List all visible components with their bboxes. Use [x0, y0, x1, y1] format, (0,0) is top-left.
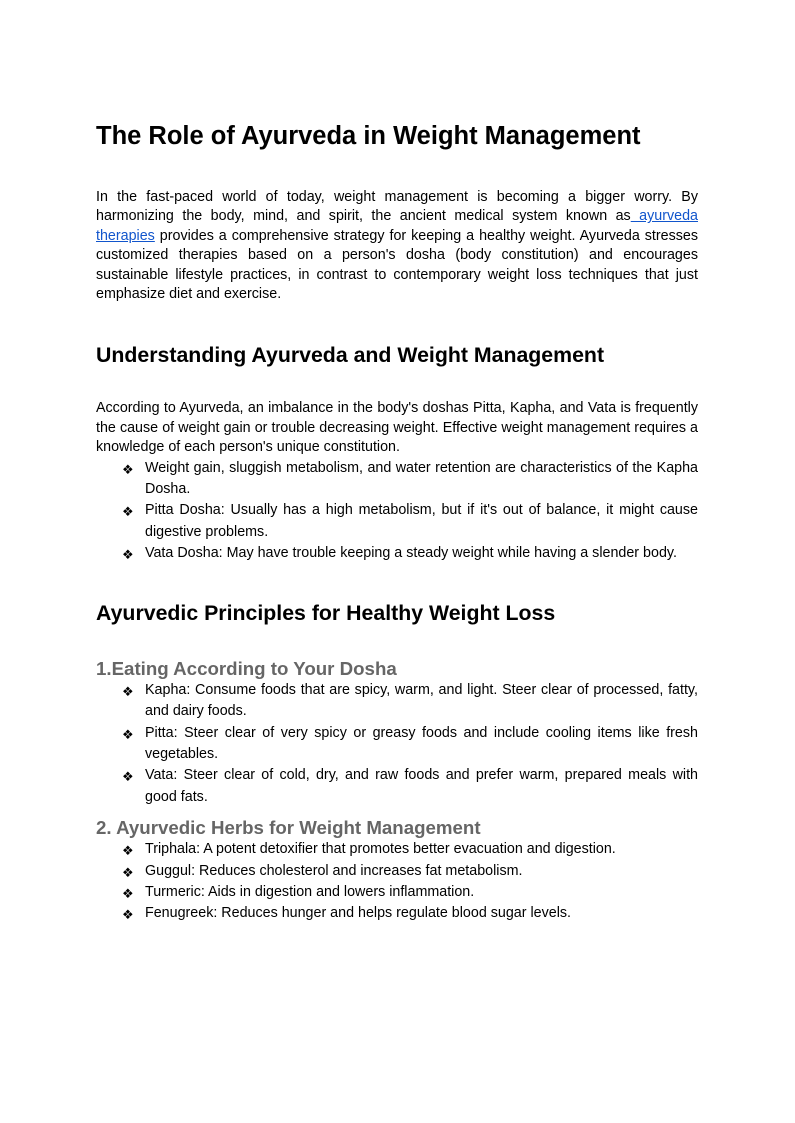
ayurveda-therapies-link[interactable]: ayurveda therapies: [96, 208, 698, 244]
understanding-paragraph: According to Ayurveda, an imbalance in the body's doshas Pitta, Kapha, and Vata is frequently the cause of weight gain or trouble decreasing weight. Effective weight management requires a knowledge of each person's unique constitution.: [96, 400, 698, 456]
diamond-bullet-icon: ❖: [122, 843, 134, 859]
section-heading-understanding: Understanding Ayurveda and Weight Management: [96, 343, 605, 368]
list-item: [96, 543, 698, 564]
list-item-text: Kapha: Consume foods that are spicy, warm, and light. Steer clear of processed, fatty, and dairy foods.: [145, 681, 698, 720]
list-item: [96, 723, 698, 766]
list-item-text: Weight gain, sluggish metabolism, and water retention are characteristics of the Kapha Dosha.: [145, 459, 698, 498]
list-item: [96, 839, 698, 860]
diamond-bullet-icon: ❖: [122, 683, 134, 699]
list-item-text: Guggul: Reduces cholesterol and increases fat metabolism.: [145, 862, 523, 879]
diamond-bullet-icon: ❖: [122, 885, 134, 901]
list-item: [96, 458, 698, 501]
list-item: [96, 882, 698, 903]
herbs-list: [96, 839, 698, 925]
diamond-bullet-icon: ❖: [122, 769, 134, 785]
subsection-heading-herbs: 2. Ayurvedic Herbs for Weight Management: [96, 817, 481, 839]
list-item-text: Pitta: Steer clear of very spicy or greasy foods and include cooling items like fresh vegetables.: [145, 724, 698, 762]
diamond-bullet-icon: ❖: [122, 504, 134, 520]
list-item: [96, 861, 698, 882]
document-title: The Role of Ayurveda in Weight Management: [96, 122, 641, 150]
list-item: [96, 500, 698, 543]
intro-text-before-link: In the fast-paced world of today, weight management is becoming a bigger worry. By harmonizing the body, mind, and spirit, the ancient medical system known as: [96, 189, 698, 225]
intro-text-after-link: provides a comprehensive strategy for keeping a healthy weight. Ayurveda stresses customized therapies based on a person's dosha (body constitution) and encourages sustainable lifestyle practices, in contrast to contemporary weight loss techniques that just emphasize diet and exercise.: [96, 227, 698, 303]
list-item-text: Fenugreek: Reduces hunger and helps regulate blood sugar levels.: [145, 905, 572, 922]
list-item-text: Triphala: A potent detoxifier that promotes better evacuation and digestion.: [145, 841, 616, 858]
list-item-text: Pitta Dosha: Usually has a high metabolism, but if it's out of balance, it might cause digestive problems.: [145, 502, 698, 540]
diamond-bullet-icon: ❖: [122, 461, 134, 477]
section-heading-principles: Ayurvedic Principles for Healthy Weight Loss: [96, 600, 556, 625]
list-item-text: Turmeric: Aids in digestion and lowers inflammation.: [145, 883, 475, 900]
dosha-eating-list: [96, 680, 698, 808]
diamond-bullet-icon: ❖: [122, 547, 134, 563]
list-item-text: Vata Dosha: May have trouble keeping a steady weight while having a slender body.: [145, 545, 677, 562]
diamond-bullet-icon: ❖: [122, 907, 134, 923]
list-item: [96, 680, 698, 723]
list-item-text: Vata: Steer clear of cold, dry, and raw foods and prefer warm, prepared meals with good fats.: [145, 767, 698, 805]
subsection-heading-dosha-eating: 1.Eating According to Your Dosha: [96, 657, 397, 679]
list-item: [96, 765, 698, 808]
list-item: [96, 903, 698, 924]
diamond-bullet-icon: ❖: [122, 864, 134, 880]
diamond-bullet-icon: ❖: [122, 726, 134, 742]
intro-paragraph: [96, 188, 698, 304]
dosha-characteristics-list: [96, 458, 698, 565]
